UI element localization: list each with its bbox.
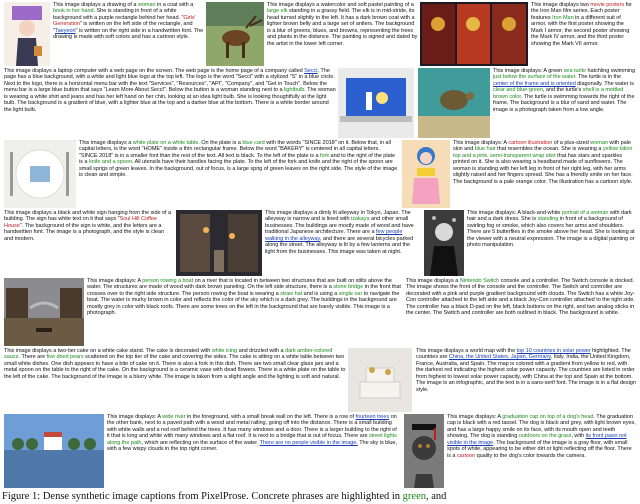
caption-text: . All utensils have their handles facing the plate. To the left of the fork and knife and the right of the spoon are small sprigs of green leaves. In the background, out of focus, is a large sprig of green leaves on the right side. The style of the image is clean and simple. (79, 159, 398, 179)
caption-text: in a different suit of armor, with the first poster showing the Mark I armor, the second poster showing the Mark IV armor, and the third poster showing the Mark VII armor. (531, 14, 630, 47)
caption-text: This image displays a (406, 278, 460, 284)
caption-text: , Italy, India, the United Kingdom, France, Australia, and Spain. The map is colored with a gradient from yellow to red, with the darkest red indicating the highest solar power capacity. The countries are listed in order from highest to lowest solar power capacity, with China at the top and Spain at the bottom. The image is an infographic, and the text is in a sans-serif font. The image is in a flat design style. (416, 354, 636, 393)
caption-text: This image displays: A (453, 140, 509, 146)
example-4 (4, 68, 414, 138)
caption-text: of a plus-sized (552, 140, 591, 146)
highlighted-phrase: few people walking in the alleyway (265, 229, 403, 242)
highlighted-phrase: Soul Hill Coffee House (4, 216, 157, 229)
highlighted-phrase: top 10 countries in solar power (516, 348, 591, 354)
highlighted-phrase: clear and blue-green (493, 87, 543, 94)
caption-text: . She is standing in front of a white background with a purple rectangle behind her head. " (53, 8, 184, 21)
caption-16 (447, 414, 636, 488)
caption-text: with the words "SINCE 2018" on it. Below that, in all capital letters, is the word "HOME" inside a thin rectangular frame. Below the word "BAKERY" is centered in all capital letters. "SINCE 2018" is in a smaller font than the rest of the text. All text is black. To the left of the plate is a (79, 140, 391, 159)
highlighted-phrase: sea turtle (563, 68, 587, 74)
caption-text: The sky is blue, with a few wispy clouds in the top right corner. (107, 439, 397, 453)
highlighted-phrase: fork (320, 152, 330, 159)
caption-9 (265, 210, 420, 276)
river-boat-thumbnail (4, 278, 84, 346)
caption-text: This image displays a watercolor and soft pastel painting of a (267, 2, 414, 8)
highlighted-phrase: woman (137, 2, 156, 8)
highlighted-phrase: white icing (211, 348, 238, 354)
caption-text: This image displays a laptop computer with a web page on the screen. The web page is the home page of a company called (4, 68, 305, 74)
example-15 (4, 414, 400, 488)
laptop-webpage-thumbnail (338, 68, 414, 138)
caption-text: , and the turtle's (542, 87, 583, 94)
caption-text: standing in a grassy field. The elk is in mid-stride, its head turned slightly to the left. It has a dark brown coat with a lighter brown belly and a large set of antlers. The background is a blur of greens, blues, and browns, representing the trees and plants in the distance. The painting is signed and dated by the artist in the lower left corner. (267, 8, 418, 47)
highlighted-phrase: blue card (242, 140, 265, 146)
woman-portrait-thumbnail (424, 210, 464, 276)
caption-text: scattered on the top tier of the cake and covering the sides. The cake is sitting on a white table between two small white dishes. One dish appears to have a bite of cake on it. There is also a fork in this dish. There are two small clear glass jars and a metal spoon on the table to the right of the cake. On the background is a ceramic vase with dead flowers. There is a white plate on the table to the left of the cake. The background of the image is a blurry white. The image is taken from a slight angle and the lighting is soft and natural. (4, 354, 346, 380)
highlighted-phrase: center of the frame and is oriented (493, 80, 576, 87)
caption-text: This image displays: A black-and-white (467, 210, 562, 216)
graduate-dog-thumbnail (404, 414, 444, 488)
cartoon-woman-thumbnail (402, 140, 450, 208)
caption-text: . There are (18, 354, 47, 361)
caption-text: This image displays: A green (493, 68, 564, 74)
caption-text: with dark hair and a dark dress. She is (467, 210, 632, 223)
caption-4 (4, 68, 336, 138)
highlighted-phrase: blue hair (474, 146, 496, 153)
bakery-plate-thumbnail (4, 140, 76, 208)
caption-text: . The background of the image is a gray floor, with small spots of white, appearing to be either dirt or light reflecting off the floor. There is a (447, 439, 632, 459)
highlighted-phrase: just below the surface of the water (493, 74, 576, 81)
highlighted-phrase: cartoon (456, 452, 476, 459)
elk-painting-thumbnail (206, 2, 264, 66)
caption-text: This image displays: A (107, 414, 163, 420)
example-16 (404, 414, 636, 488)
figure-caption-tail: , and (426, 491, 447, 502)
highlighted-phrase: stone bridge (333, 284, 364, 291)
example-1 (4, 2, 204, 66)
highlighted-phrase: yellow bikini top and a pink, semi-transparent wrap skirt (453, 146, 632, 159)
caption-3 (531, 2, 636, 66)
caption-text: This image displays a two-tier cake on a white cake stand. The cake is decorated with (4, 348, 212, 354)
caption-text: This image displays a (79, 140, 133, 146)
caption-text: , with (571, 433, 586, 440)
caption-15 (107, 414, 400, 488)
caption-text: diagonally. The water is (575, 80, 634, 87)
example-6 (4, 140, 398, 208)
highlighted-phrase: cartoon illustration (508, 140, 553, 146)
caption-text: This image displays a world map with the (416, 348, 517, 354)
caption-text: This image displays a drawing of a (53, 2, 138, 8)
caption-10 (467, 210, 636, 276)
caption-text: . The graduation cap is black with a red tassel. The dog is black and grey, with light brown eyes, and has a large happy smile on its face, with its mouth open and teeth showing. The dog is standing (447, 414, 636, 440)
caption-6 (79, 140, 398, 208)
highlighted-phrase: Seccl (304, 68, 318, 74)
highlighted-phrase: its front paws not visible in the image (447, 433, 627, 446)
caption-text: on a river that is located in between two structures that are built on stilts above the water. The structures are made of wood with dark brown paneling. On the left side structure, there is a (87, 278, 392, 291)
highlighted-phrase: dark amber-colored sauce (4, 348, 333, 361)
highlighted-phrase: outdoors on the grass (518, 433, 572, 440)
caption-text: ". The background of the sign is white, and the letters are a handwritten font. The image is a photograph, and the style is clean and modern. (4, 222, 164, 242)
caption-text: quality to the dog's color towards the camera. (475, 452, 586, 459)
highlighted-phrase: knife and a spoon (88, 159, 132, 166)
caption-text: This image displays a black and white sign hanging from the side of a building. The sign has white text on it that says " (4, 210, 172, 223)
caption-11 (87, 278, 402, 346)
caption-text: . The turtle is in the (575, 74, 622, 81)
caption-text: " is written on the right side in a handwritten font. The drawing is made with soft colors and has a cartoon style. (53, 27, 204, 41)
example-2 (206, 2, 418, 66)
caption-2 (267, 2, 418, 66)
highlighted-phrase: lightbulb (284, 87, 305, 94)
example-8 (4, 210, 174, 276)
highlighted-phrase: Nintendo Switch (459, 278, 500, 284)
example-5 (418, 68, 636, 138)
caption-text: . The woman is wearing a white shirt and jeans and has her left hand on her chin, looking at an idea light bulb. She is looking thoughtfully at the light bulb. The background is a gradient of blue, with a lighter blue at the top and a darker blue at the bottom. There is a white border around the light bulb. (4, 87, 336, 113)
example-9 (176, 210, 420, 276)
highlighted-phrase: fourteen trees (355, 414, 390, 420)
figure-caption-text: Dense synthetic image captions from PixelProse. Concrete phrases are highlighted in (40, 491, 403, 502)
caption-text: This image displays: A (447, 414, 503, 420)
caption-text: in a coat with a (155, 2, 194, 8)
caption-text: , and there are several bicycles parked along the street. The alleyway is lit by a few lanterns and the light from the businesses. This image was taken at night. (265, 235, 414, 255)
caption-text: . On the plate is a (198, 140, 243, 146)
highlighted-phrase: wide river (162, 414, 186, 420)
highlighted-phrase: woman (590, 140, 608, 146)
figure-label: Figure 1: (2, 491, 41, 502)
highlighted-phrase: movie posters (590, 2, 625, 8)
caption-text: with pale skin and (453, 140, 631, 153)
river-trees-thumbnail (4, 414, 104, 488)
highlighted-phrase: white plate on a white table (132, 140, 199, 146)
example-7 (402, 140, 636, 208)
caption-text: This image displays a dimly lit alleyway in Tokyo, Japan. The alleyway is narrow and is lined with (265, 210, 411, 223)
caption-text: for the Iron Man film series. Each poster features (531, 2, 632, 21)
highlighted-phrase: single oar (338, 290, 363, 297)
figure-caption (0, 490, 640, 504)
cake-thumbnail (348, 348, 412, 412)
caption-14 (416, 348, 636, 412)
caption-text: and to the right of the plate is a (79, 152, 396, 166)
example-13 (4, 348, 412, 412)
caption-text: and drizzled with a (237, 348, 286, 354)
highlighted-phrase: street lights along the path (107, 433, 397, 446)
highlighted-phrase: large elk (267, 8, 288, 15)
caption-text: This image displays two (531, 2, 591, 8)
caption-text: . The turtle is swimming towards the right of the frame. The background is a blur of sand and water. The image is a photograph taken from a low angle. (493, 93, 635, 113)
caption-5 (493, 68, 636, 138)
figure-caption-green: green (402, 491, 426, 502)
caption-text: in front of a background of swirling fog or smoke, which also covers her arms and shoulders. There are 5 butterflies in the smoke above her head. She is looking at the viewer with a neutral expression. The image is a digital painting or photo manipulation. (467, 216, 635, 249)
caption-text: and other small businesses. The buildings are mostly made of wood and have traditional Japanese architecture. There are a (265, 216, 414, 236)
example-3 (420, 2, 636, 66)
highlighted-phrase: Taeyeon (54, 27, 76, 34)
sea-turtle-thumbnail (418, 68, 490, 138)
highlighted-phrase: straw hat (280, 290, 303, 297)
caption-text: This image displays: A (87, 278, 143, 284)
highlighted-phrase: book in her hand (53, 8, 94, 15)
caption-12 (406, 278, 636, 346)
caption-text: that has stars and sparkles printed on it. She is also wearing a headband made of sunflowers. The woman is standing with her left leg in front of her right leg, with her arms slightly raised and her fingers spread. She has a friendly smile on her face. The background is a pale orange color. The illustration has a cartoon style. (453, 152, 633, 185)
highlighted-phrase: There are no people visible in the image. (259, 439, 358, 446)
caption-text: highlighted. The countries are (416, 348, 631, 361)
caption-text: . The page has a blue background, with a white and light blue logo at the top left. The logo is the word "Seccl" with a stylized "S" in a blue circle. Next to the logo, there is a horizontal menu bar with the text "Services", "Resources", "API", "Company", and "Get in Touch". Below the menu bar is a large blue button that says "Learn More About Seccl". Below the button is a woman standing next to a (4, 68, 335, 94)
caption-text: , which are reflecting on the surface of the water. (141, 439, 260, 446)
highlighted-phrase: standing (537, 216, 559, 223)
example-14 (416, 348, 636, 412)
taeyeon-drawing-thumbnail (4, 2, 50, 66)
caption-text: console and a controller. The Switch console is docked. The image shows the front of the console and the controller. The Switch and controller are decorated with a pink and purple gradient background with clouds. The Switch has a white Joy-Con controller attached to the left side and a black Joy-Con controller attached to the right side. The controller has a black D-pad on the left, black buttons on the right, and two analog sticks in the center. The Switch and controller are both outlined in black. The background is white. (406, 278, 635, 317)
example-12 (406, 278, 636, 346)
highlighted-phrase: Girls' Generation (53, 14, 196, 28)
highlighted-phrase: person rowing a boat (142, 278, 194, 284)
caption-text: that resembles the ocean. She is wearing a (495, 146, 603, 153)
caption-8 (4, 210, 174, 276)
example-11 (4, 278, 402, 346)
caption-text: in the front that crosses over to the right side structure. The person rowing the boat is wearing a (87, 284, 401, 297)
highlighted-phrase: graduation cap on top of a dog's head (502, 414, 594, 420)
caption-text: on the other bank, next to a paved path with a wood and metal railing, going off into the distance. There is a small building with white walls and a red roof behind the trees. It has many windows and a door. There is a larger building to the right of it that is long and white with many windows and a flat roof. It is next to a bridge that is out of focus. There are (107, 414, 397, 440)
tokyo-alley-thumbnail (176, 210, 262, 276)
caption-text: hatchling swimming (586, 68, 636, 74)
example-10 (424, 210, 636, 276)
highlighted-phrase: China, the United States, Japan, Germany (448, 354, 551, 361)
caption-text: in the foreground, with a small break wall on the left. There is a row of (185, 414, 356, 420)
highlighted-phrase: portrait of a woman (561, 210, 609, 216)
caption-7 (453, 140, 636, 208)
highlighted-phrase: Iron Man (552, 14, 574, 21)
highlighted-phrase: izakaya (351, 216, 370, 223)
iron-man-posters-thumbnail (420, 2, 528, 66)
caption-13 (4, 348, 346, 412)
caption-text: and is using a (302, 290, 339, 297)
caption-1 (53, 2, 204, 66)
caption-text: to navigate the boat. The water is murky brown in color and reflects the color of the sky which is a dark grey. The buildings in the background are mostly grey in color with black roofs. There are some trees on the left in the background that are barely visible. This image is a photograph. (87, 290, 400, 317)
caption-text: " is written on the left side of the rectangle, and " (53, 21, 193, 34)
highlighted-phrase: five dried pears (46, 354, 84, 361)
highlighted-phrase: shell is a mottled brown color (493, 87, 624, 100)
